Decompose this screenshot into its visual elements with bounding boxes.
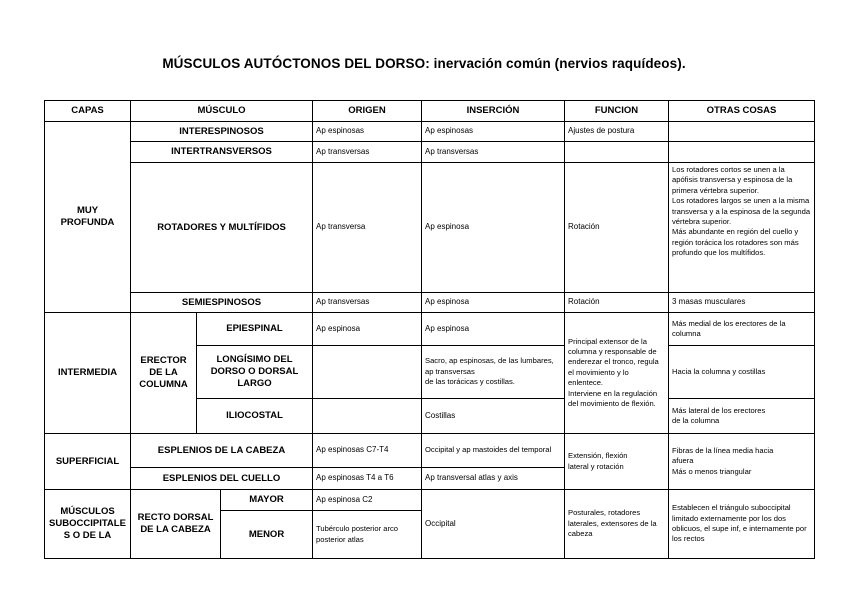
page-title: MÚSCULOS AUTÓCTONOS DEL DORSO: inervación común (nervios raquídeos). — [162, 56, 686, 71]
table-row — [45, 490, 815, 511]
funcion-cell: Posturales, rotadores laterales, extensores de la cabeza — [565, 490, 669, 559]
otras-cell: Establecen el triángulo suboccipital limitado externamente por los dos oblicuos, el supe inf, e internamente por los rectos — [669, 490, 815, 559]
layer-intermedia: INTERMEDIA — [45, 313, 131, 434]
muscle-menor: MENOR — [221, 511, 313, 559]
muscle-mayor: MAYOR — [221, 490, 313, 511]
otras-cell: Más lateral de los erectores de la columna — [669, 399, 815, 434]
layer-muy-profunda: MUY PROFUNDA — [45, 122, 131, 313]
funcion-cell — [565, 142, 669, 163]
table-row — [45, 293, 815, 313]
funcion-cell: Rotación — [565, 163, 669, 293]
header-row — [45, 101, 815, 122]
insercion-cell: Ap transversal atlas y axis — [422, 468, 565, 490]
table-row — [45, 313, 815, 346]
otras-cell: Hacia la columna y costillas — [669, 346, 815, 399]
muscle-interespinosos: INTERESPINOSOS — [131, 122, 313, 142]
muscle-intertransversos: INTERTRANSVERSOS — [131, 142, 313, 163]
header-otras: OTRAS COSAS — [669, 101, 815, 122]
otras-cell: Fibras de la línea media hacia afuera Más o menos triangular — [669, 434, 815, 490]
insercion-cell: Ap espinosa — [422, 313, 565, 346]
origen-cell: Ap transversas — [313, 142, 422, 163]
insercion-cell: Ap espinosas — [422, 122, 565, 142]
origen-cell: Ap espinosa — [313, 313, 422, 346]
origen-cell: Ap espinosa C2 — [313, 490, 422, 511]
muscles-table — [44, 100, 815, 559]
origen-cell: Ap espinosas T4 a T6 — [313, 468, 422, 490]
insercion-cell: Costillas — [422, 399, 565, 434]
funcion-cell: Extensión, flexión lateral y rotación — [565, 434, 669, 490]
funcion-cell: Ajustes de postura — [565, 122, 669, 142]
insercion-cell: Ap espinosa — [422, 163, 565, 293]
muscle-rotadores: ROTADORES Y MULTÍFIDOS — [131, 163, 313, 293]
table-row — [45, 142, 815, 163]
insercion-cell: Ap espinosa — [422, 293, 565, 313]
origen-cell: Ap espinosas C7-T4 — [313, 434, 422, 468]
header-insercion: INSERCIÓN — [422, 101, 565, 122]
otras-cell: Más medial de los erectores de la columna — [669, 313, 815, 346]
muscle-longisimo: LONGÍSIMO DEL DORSO O DORSAL LARGO — [197, 346, 313, 399]
table-row — [45, 122, 815, 142]
muscle-esplenio-cabeza: ESPLENIOS DE LA CABEZA — [131, 434, 313, 468]
origen-cell: Tubérculo posterior arco posterior atlas — [313, 511, 422, 559]
layer-suboccipitales: MÚSCULOS SUBOCCIPITALE S O DE LA — [45, 490, 131, 559]
insercion-cell: Sacro, ap espinosas, de las lumbares, ap transversas de las torácicas y costillas. — [422, 346, 565, 399]
table-row — [45, 163, 815, 293]
origen-cell — [313, 346, 422, 399]
layer-superficial: SUPERFICIAL — [45, 434, 131, 490]
muscle-iliocostal: ILIOCOSTAL — [197, 399, 313, 434]
header-origen: ORIGEN — [313, 101, 422, 122]
insercion-cell: Occipital y ap mastoides del temporal — [422, 434, 565, 468]
header-funcion: FUNCION — [565, 101, 669, 122]
muscle-group-recto: RECTO DORSAL DE LA CABEZA — [131, 490, 221, 559]
insercion-cell: Ap transversas — [422, 142, 565, 163]
origen-cell: Ap espinosas — [313, 122, 422, 142]
header-capas: CAPAS — [45, 101, 131, 122]
otras-cell: Los rotadores cortos se unen a la apófisis transversa y espinosa de la primera vértebra superior. Los rotadores largos se unen a la misma transversa y a la espinosa de la segunda vértebra superior. Más abundante en región del cuello y región torácica los rotadores son más profundo que los multífidos. — [669, 163, 815, 293]
funcion-cell: Principal extensor de la columna y responsable de enderezar el tronco, regula el movimiento y lo enlentece. Interviene en la regulación del movimiento de flexión. — [565, 313, 669, 434]
table-row — [45, 434, 815, 468]
origen-cell: Ap transversas — [313, 293, 422, 313]
muscle-semiespinosos: SEMIESPINOSOS — [131, 293, 313, 313]
otras-cell — [669, 142, 815, 163]
otras-cell — [669, 122, 815, 142]
muscle-group-erector: ERECTOR DE LA COLUMNA — [131, 313, 197, 434]
origen-cell: Ap transversa — [313, 163, 422, 293]
insercion-cell: Occipital — [422, 490, 565, 559]
header-musculo: MÚSCULO — [131, 101, 313, 122]
funcion-cell: Rotación — [565, 293, 669, 313]
otras-cell: 3 masas musculares — [669, 293, 815, 313]
origen-cell — [313, 399, 422, 434]
muscle-esplenio-cuello: ESPLENIOS DEL CUELLO — [131, 468, 313, 490]
muscle-epiespinal: EPIESPINAL — [197, 313, 313, 346]
